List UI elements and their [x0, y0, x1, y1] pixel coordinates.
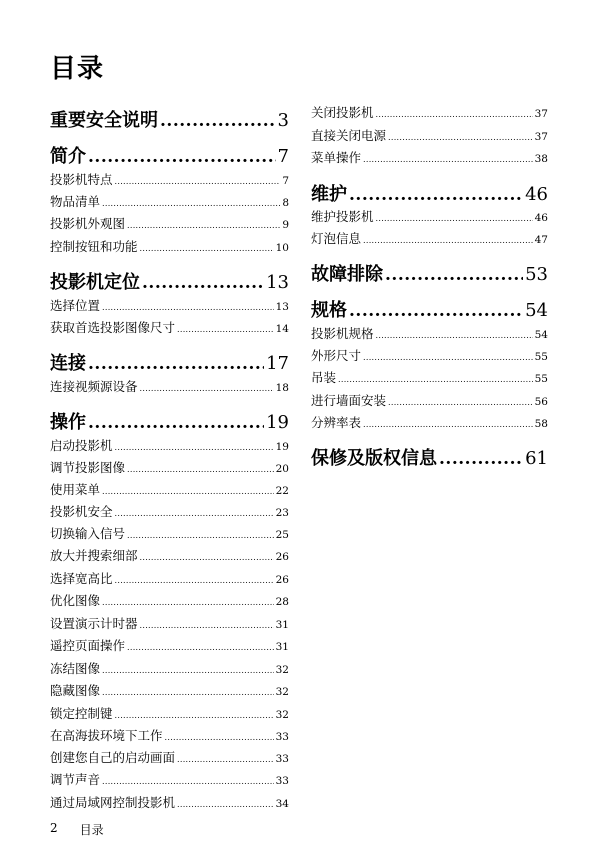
toc-entry-label: 锁定控制键	[50, 706, 113, 721]
toc-section-entry[interactable]	[50, 591, 289, 609]
toc-entry-label: 规格	[311, 300, 347, 321]
toc-entry-label: 隐藏图像	[50, 683, 101, 698]
toc-entry-label: 连接视频源设备	[50, 379, 138, 394]
toc-section-entry[interactable]	[311, 324, 548, 342]
toc-page-number: 56	[534, 396, 548, 408]
toc-section-entry[interactable]	[311, 126, 548, 144]
toc-page-number: 58	[534, 418, 548, 430]
toc-entry-label: 进行墙面安装	[311, 393, 387, 408]
toc-dot-leader	[349, 185, 523, 205]
toc-entry-label: 操作	[50, 412, 86, 433]
toc-entry-label: 吊装	[311, 370, 337, 385]
toc-dot-leader	[115, 576, 274, 585]
toc-dot-leader	[385, 265, 523, 285]
toc-dot-leader	[177, 755, 274, 764]
toc-entry-label: 分辨率表	[311, 415, 362, 430]
toc-section-entry[interactable]	[50, 377, 289, 395]
toc-page-number: 32	[275, 664, 289, 676]
toc-entry-label: 维护投影机	[311, 209, 374, 224]
toc-dot-leader	[88, 413, 264, 433]
toc-section-entry[interactable]	[50, 681, 289, 699]
toc-section-entry[interactable]	[50, 214, 289, 232]
toc-entry-label: 外形尺寸	[311, 348, 362, 363]
toc-dot-leader	[363, 236, 533, 245]
toc-page-number: 31	[275, 641, 289, 653]
toc-section-entry[interactable]	[311, 413, 548, 431]
toc-page-number: 31	[275, 619, 289, 631]
toc-page-number: 18	[275, 382, 289, 394]
toc-chapter-entry[interactable]	[50, 106, 289, 132]
toc-dot-leader	[102, 487, 274, 496]
toc-page-number: 26	[275, 551, 289, 563]
toc-section-entry[interactable]	[50, 546, 289, 564]
toc-page-number: 53	[525, 264, 548, 285]
toc-entry-label: 冻结图像	[50, 661, 101, 676]
toc-page-number: 19	[266, 412, 289, 433]
toc-dot-leader	[127, 643, 274, 652]
toc-section-entry[interactable]	[50, 659, 289, 677]
toc-entry-label: 优化图像	[50, 593, 101, 608]
toc-chapter-entry[interactable]	[50, 349, 289, 375]
toc-section-entry[interactable]	[311, 229, 548, 247]
toc-dot-leader	[177, 800, 274, 809]
toc-chapter-entry[interactable]	[311, 444, 548, 470]
toc-dot-leader	[102, 688, 274, 697]
toc-section-entry[interactable]	[311, 346, 548, 364]
toc-dot-leader	[160, 111, 276, 131]
toc-dot-leader	[140, 384, 274, 393]
toc-entry-label: 物品清单	[50, 194, 101, 209]
toc-page-number: 38	[534, 153, 548, 165]
toc-page-number: 33	[275, 731, 289, 743]
toc-entry-label: 投影机安全	[50, 504, 113, 519]
toc-dot-leader	[88, 147, 276, 167]
toc-page-number: 47	[534, 234, 548, 246]
toc-entry-label: 投影机特点	[50, 172, 113, 187]
toc-dot-leader	[115, 509, 274, 518]
toc-entry-label: 调节投影图像	[50, 460, 126, 475]
toc-page-number: 17	[266, 353, 289, 374]
toc-section-entry[interactable]	[50, 170, 289, 188]
toc-entry-label: 启动投影机	[50, 438, 113, 453]
toc-page-number: 33	[275, 753, 289, 765]
toc-entry-label: 保修及版权信息	[311, 448, 437, 469]
toc-dot-leader	[115, 443, 274, 452]
toc-section-entry[interactable]	[50, 770, 289, 788]
toc-dot-leader	[363, 155, 533, 164]
toc-dot-leader	[140, 553, 274, 562]
toc-page-number: 3	[277, 110, 289, 131]
toc-section-entry[interactable]	[50, 502, 289, 520]
toc-page-number: 34	[275, 798, 289, 810]
toc-dot-leader	[127, 465, 274, 474]
toc-page-number: 10	[275, 242, 289, 254]
toc-dot-leader	[376, 214, 533, 223]
toc-page-number: 54	[534, 329, 548, 341]
toc-entry-label: 通过局域网控制投影机	[50, 795, 176, 810]
toc-entry-label: 设置演示计时器	[50, 616, 138, 631]
toc-section-entry[interactable]	[50, 458, 289, 476]
page-title: 目录	[50, 54, 105, 84]
toc-page-number: 54	[525, 300, 548, 321]
toc-page-number: 33	[275, 775, 289, 787]
toc-entry-label: 放大并搜索细部	[50, 548, 138, 563]
toc-dot-leader	[388, 133, 533, 142]
toc-page-number: 26	[275, 574, 289, 586]
toc-page-number: 7	[277, 146, 289, 167]
toc-chapter-entry[interactable]	[50, 142, 289, 168]
toc-entry-label: 关闭投影机	[311, 105, 374, 120]
footer-page-number: 2	[50, 821, 58, 835]
toc-page-number: 55	[534, 373, 548, 385]
toc-entry-label: 切换输入信号	[50, 526, 126, 541]
toc-dot-leader	[177, 325, 274, 334]
toc-chapter-entry[interactable]	[50, 268, 289, 294]
toc-section-entry[interactable]	[50, 793, 289, 811]
toc-entry-label: 获取首选投影图像尺寸	[50, 320, 176, 335]
toc-page-number: 46	[525, 184, 548, 205]
toc-entry-label: 投影机定位	[50, 272, 140, 293]
toc-page-number: 9	[282, 219, 289, 231]
toc-section-entry[interactable]	[311, 368, 548, 386]
toc-chapter-entry[interactable]	[311, 296, 548, 322]
toc-entry-label: 遥控页面操作	[50, 638, 126, 653]
toc-dot-leader	[165, 733, 274, 742]
toc-dot-leader	[363, 353, 533, 362]
toc-section-entry[interactable]	[311, 391, 548, 409]
toc-section-entry[interactable]	[50, 524, 289, 542]
toc-entry-label: 灯泡信息	[311, 231, 362, 246]
toc-section-entry[interactable]	[50, 704, 289, 722]
toc-page-number: 32	[275, 709, 289, 721]
toc-section-entry[interactable]	[50, 569, 289, 587]
toc-page-number: 37	[534, 131, 548, 143]
toc-dot-leader	[142, 273, 264, 293]
toc-page-number: 8	[282, 197, 289, 209]
toc-section-entry[interactable]	[50, 436, 289, 454]
toc-dot-leader	[376, 331, 533, 340]
toc-page-number: 20	[275, 463, 289, 475]
toc-section-entry[interactable]	[311, 103, 548, 121]
toc-entry-label: 重要安全说明	[50, 110, 158, 131]
toc-dot-leader	[88, 354, 264, 374]
toc-chapter-entry[interactable]	[50, 408, 289, 434]
toc-entry-label: 调节声音	[50, 772, 101, 787]
toc-page-number: 13	[266, 272, 289, 293]
toc-dot-leader	[102, 598, 274, 607]
toc-section-entry[interactable]	[50, 318, 289, 336]
toc-entry-label: 创建您自己的启动画面	[50, 750, 176, 765]
toc-section-entry[interactable]	[50, 296, 289, 314]
toc-dot-leader	[388, 398, 533, 407]
toc-dot-leader	[102, 666, 274, 675]
toc-entry-label: 选择宽高比	[50, 571, 113, 586]
toc-section-entry[interactable]	[50, 636, 289, 654]
toc-dot-leader	[127, 221, 280, 230]
toc-entry-label: 菜单操作	[311, 150, 362, 165]
toc-entry-label: 在高海拔环境下工作	[50, 728, 163, 743]
toc-dot-leader	[363, 420, 533, 429]
toc-section-entry[interactable]	[50, 237, 289, 255]
toc-entry-label: 简介	[50, 146, 86, 167]
toc-section-entry[interactable]	[311, 207, 548, 225]
toc-page-number: 46	[534, 212, 548, 224]
toc-page-number: 25	[275, 529, 289, 541]
toc-page-number: 32	[275, 686, 289, 698]
toc-entry-label: 直接关闭电源	[311, 128, 387, 143]
toc-page-number: 14	[275, 323, 289, 335]
toc-page-number: 19	[275, 441, 289, 453]
toc-page-number: 13	[275, 301, 289, 313]
toc-chapter-entry[interactable]	[311, 180, 548, 206]
footer-section-title: 目录	[79, 823, 104, 837]
toc-entry-label: 连接	[50, 353, 86, 374]
toc-entry-label: 使用菜单	[50, 482, 101, 497]
toc-dot-leader	[115, 177, 281, 186]
toc-page-number: 28	[275, 596, 289, 608]
toc-section-entry[interactable]	[311, 148, 548, 166]
toc-page-number: 23	[275, 507, 289, 519]
toc-section-entry[interactable]	[50, 480, 289, 498]
page-footer	[50, 821, 104, 838]
toc-entry-label: 维护	[311, 184, 347, 205]
toc-entry-label: 故障排除	[311, 264, 383, 285]
toc-dot-leader	[102, 777, 274, 786]
toc-dot-leader	[338, 375, 533, 384]
toc-section-entry[interactable]	[50, 748, 289, 766]
toc-entry-label: 投影机规格	[311, 326, 374, 341]
toc-entry-label: 投影机外观图	[50, 216, 126, 231]
toc-page-number: 61	[525, 448, 548, 469]
toc-dot-leader	[115, 711, 274, 720]
toc-dot-leader	[102, 303, 274, 312]
toc-dot-leader	[127, 531, 274, 540]
toc-dot-leader	[140, 244, 274, 253]
toc-entry-label: 选择位置	[50, 298, 101, 313]
toc-dot-leader	[349, 301, 523, 321]
toc-section-entry[interactable]	[50, 614, 289, 632]
toc-chapter-entry[interactable]	[311, 260, 548, 286]
toc-dot-leader	[439, 449, 523, 469]
toc-page-number: 37	[534, 108, 548, 120]
toc-dot-leader	[140, 621, 274, 630]
toc-dot-leader	[102, 199, 280, 208]
toc-page-number: 7	[282, 175, 289, 187]
toc-entry-label: 控制按钮和功能	[50, 239, 138, 254]
toc-section-entry[interactable]	[50, 726, 289, 744]
toc-page-number: 22	[275, 485, 289, 497]
toc-section-entry[interactable]	[50, 192, 289, 210]
toc-dot-leader	[376, 110, 533, 119]
toc-page-number: 55	[534, 351, 548, 363]
